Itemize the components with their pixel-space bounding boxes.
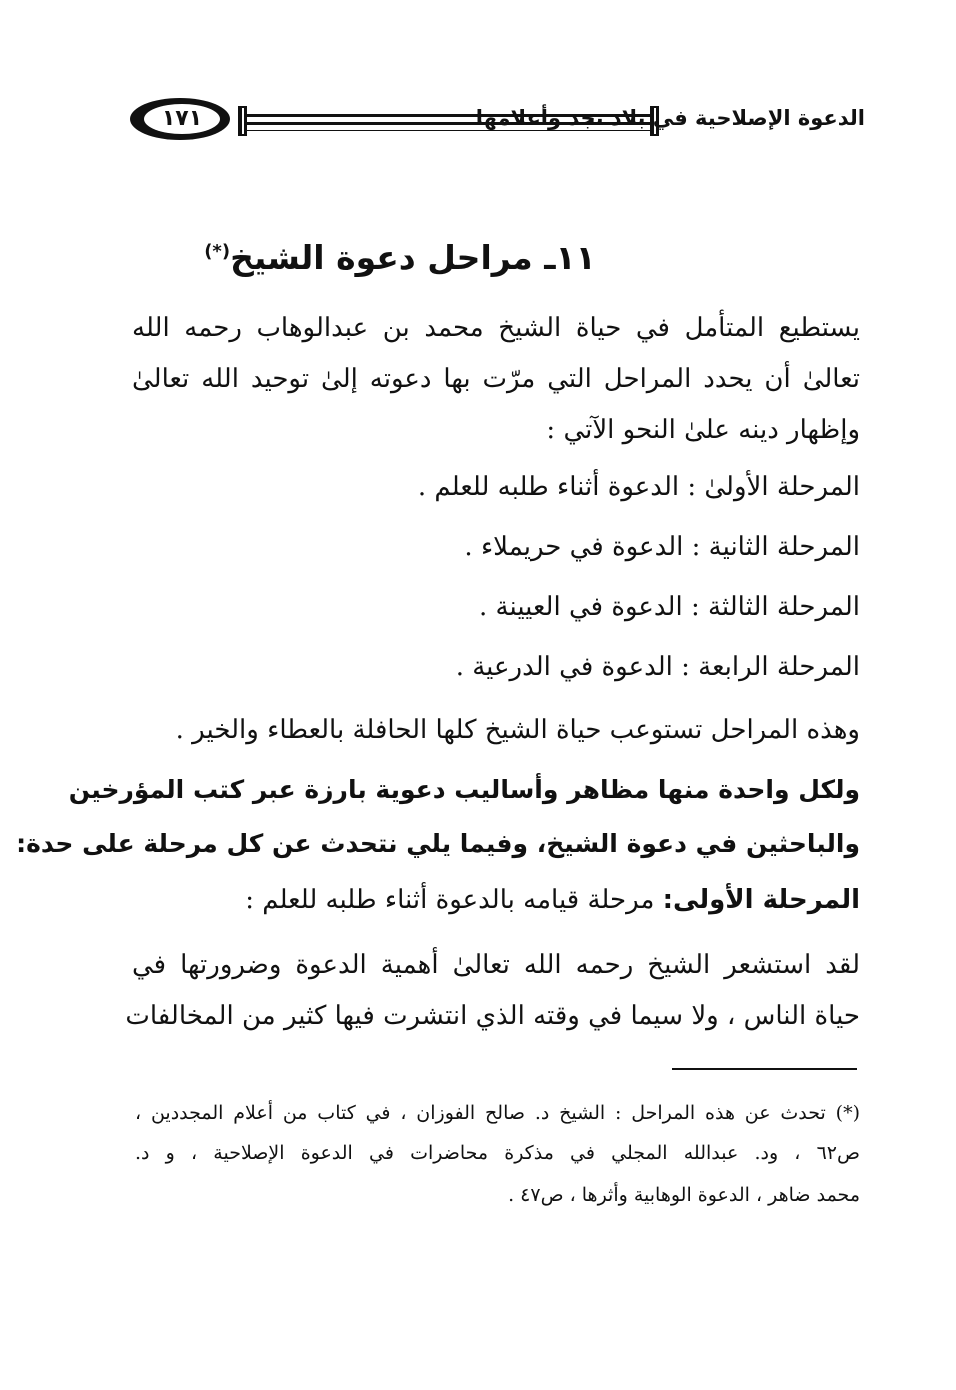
stage-item-4: المرحلة الرابعة : الدعوة في الدرعية . (455, 652, 860, 682)
closing-line-2: حياة الناس ، ولا سيما في وقته الذي انتشرت فيها كثير من المخالفات (125, 1001, 860, 1031)
stage-one-text: مرحلة قيامه بالدعوة أثناء طلبه للعلم : (245, 885, 663, 915)
bold-line-2: والباحثين في دعوة الشيخ، وفيما يلي نتحدث عن كل مرحلة على حدة: (16, 829, 860, 858)
footnote-line-3: محمد ضاهر ، الدعوة الوهابية وأثرها ، ص٤٧ . (508, 1184, 860, 1206)
chapter-heading-text: ١١ـ مراحل دعوة الشيخ (230, 238, 596, 277)
intro-line-3: وإظهار دينه علىٰ النحو الآتي : (546, 415, 860, 445)
page-number-badge (130, 98, 230, 140)
header-rule (247, 130, 652, 131)
intro-line-1: يستطيع المتأمل في حياة الشيخ محمد بن عبدالوهاب رحمه الله (132, 313, 860, 343)
running-header (130, 96, 865, 156)
chapter-heading (130, 238, 670, 277)
running-header-title: الدعوة الإصلاحية في بلاد نجد وأعلامها (475, 106, 865, 130)
closing-line-1: لقد استشعر الشيخ رحمه الله تعالىٰ أهمية الدعوة وضرورتها في (132, 950, 860, 980)
footnote-marker: (*) (204, 241, 231, 262)
footnote-separator (672, 1068, 857, 1070)
stage-one-subheading (245, 880, 860, 920)
header-ornament-left (238, 106, 247, 136)
intro-line-2: تعالىٰ أن يحدد المراحل التي مرّت بها دعوته إلىٰ توحيد الله تعالىٰ (132, 364, 860, 394)
stage-item-3: المرحلة الثالثة : الدعوة في العيينة . (479, 592, 860, 622)
footnote-line-1: (*) تحدث عن هذه المراحل : الشيخ د. صالح الفوزان ، في كتاب من أعلام المجددين ، (135, 1102, 860, 1124)
stage-one-label: المرحلة الأولى: (662, 885, 860, 915)
footnote-line-2: ص٦٢ ، ود. عبدالله المجلي في مذكرة محاضرات في الدعوة الإصلاحية ، و د. (135, 1142, 860, 1164)
stage-item-1: المرحلة الأولىٰ : الدعوة أثناء طلبه للعلم . (417, 472, 860, 502)
summary-line: وهذه المراحل تستوعب حياة الشيخ كلها الحافلة بالعطاء والخير . (175, 715, 860, 745)
stage-item-2: المرحلة الثانية : الدعوة في حريملاء . (464, 532, 860, 562)
page-number: ١٧١ (144, 104, 220, 134)
bold-line-1: ولكل واحدة منها مظاهر وأساليب دعوية بارزة عبر كتب المؤرخين (68, 775, 860, 804)
